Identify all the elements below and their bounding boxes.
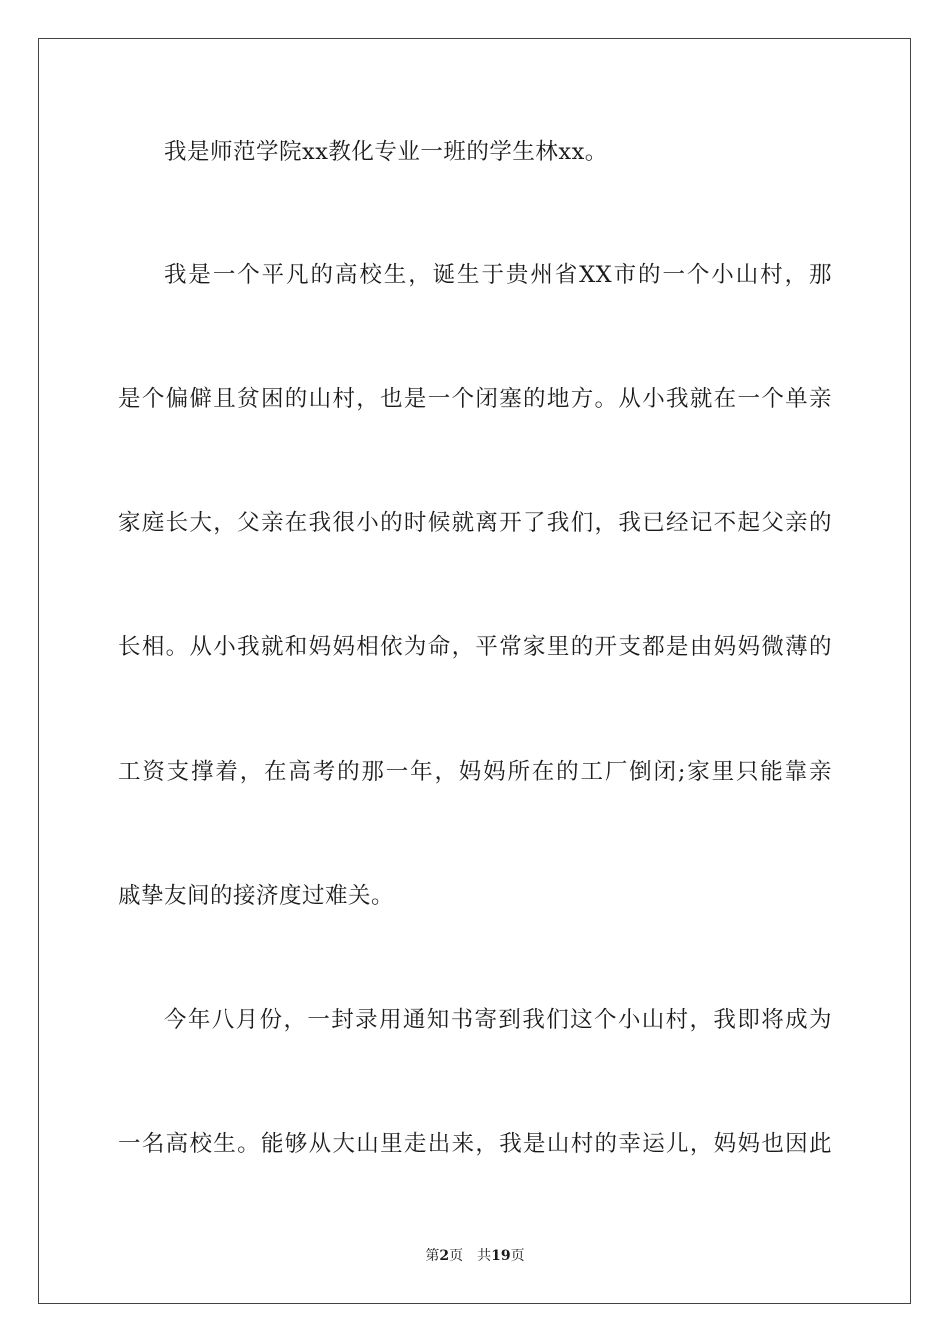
page-suffix: 页	[449, 1248, 464, 1264]
total-prefix: 共	[477, 1248, 492, 1264]
total-suffix: 页	[510, 1248, 525, 1264]
paragraph-line-5: 长相。从小我就和妈妈相依为命，平常家里的开支都是由妈妈微薄的	[118, 634, 832, 660]
paragraph-line-1: 我是师范学院xx教化专业一班的学生林xx。	[164, 139, 608, 165]
paragraph-line-6: 工资支撑着，在高考的那一年，妈妈所在的工厂倒闭;家里只能靠亲	[118, 759, 832, 785]
paragraph-line-2: 我是一个平凡的高校生，诞生于贵州省XX市的一个小山村，那	[164, 262, 832, 288]
paragraph-line-3: 是个偏僻且贫困的山村，也是一个闭塞的地方。从小我就在一个单亲	[118, 386, 832, 412]
page-prefix: 第	[425, 1248, 440, 1264]
paragraph-line-7: 戚挚友间的接济度过难关。	[118, 883, 395, 909]
total-pages: 19	[491, 1248, 511, 1264]
paragraph-line-4: 家庭长大，父亲在我很小的时候就离开了我们，我已经记不起父亲的	[118, 510, 832, 536]
page-number: 2	[439, 1248, 450, 1264]
paragraph-line-9: 一名高校生。能够从大山里走出来，我是山村的幸运儿，妈妈也因此	[118, 1131, 832, 1157]
page-footer	[0, 1246, 950, 1266]
page-border	[38, 38, 911, 1304]
paragraph-line-8: 今年八月份，一封录用通知书寄到我们这个小山村，我即将成为	[164, 1007, 832, 1033]
